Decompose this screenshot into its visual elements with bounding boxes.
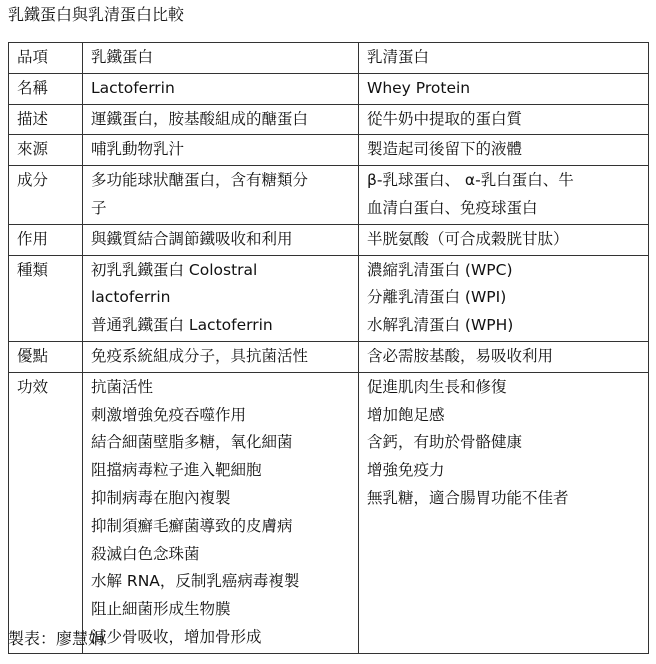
lactoferrin-cell: [83, 341, 359, 372]
row-label: 來源: [17, 140, 49, 159]
table-credit: 製表：廖慧娟: [8, 629, 105, 648]
cell-line: 運鐵蛋白，胺基酸組成的醣蛋白: [91, 109, 309, 128]
row-label-cell: [9, 372, 83, 653]
lactoferrin-cell: [83, 104, 359, 135]
row-label: 優點: [17, 346, 49, 365]
table-row-advantages: [9, 341, 649, 372]
lactoferrin-cell: [83, 166, 359, 225]
cell-line: 濃縮乳清蛋白 (WPC): [367, 260, 513, 279]
lactoferrin-cell: [83, 135, 359, 166]
cell-line: 殺滅白色念珠菌: [91, 544, 200, 563]
header-label: 品項: [17, 48, 49, 66]
cell-line: 初乳乳鐵蛋白 Colostral: [91, 260, 258, 279]
cell-line: 抑制須癬毛癬菌導致的皮膚病: [91, 516, 293, 535]
cell-line: 結合細菌壁脂多糖，氧化細菌: [91, 433, 293, 452]
whey-cell: [359, 135, 649, 166]
whey-cell: [359, 372, 649, 653]
cell-line: 與鐵質結合調節鐵吸收和利用: [91, 229, 293, 248]
cell-line: 哺乳動物乳汁: [91, 140, 185, 159]
table-row-source: [9, 135, 649, 166]
cell-line: 促進肌肉生長和修復: [367, 377, 507, 396]
cell-line: β-乳球蛋白、 α-乳白蛋白、牛: [367, 171, 574, 190]
whey-cell: [359, 73, 649, 104]
table-row-description: [9, 104, 649, 135]
whey-cell: [359, 341, 649, 372]
table-row-name: [9, 73, 649, 104]
row-label-cell: [9, 224, 83, 255]
cell-line: 多功能球狀醣蛋白，含有糖類分: [91, 171, 309, 190]
cell-line: 血清白蛋白、免疫球蛋白: [367, 198, 538, 217]
table-row-efficacy: [9, 372, 649, 653]
row-label-cell: [9, 341, 83, 372]
cell-line: 普通乳鐵蛋白 Lactoferrin: [91, 316, 273, 335]
cell-line: 抑制病毒在胞內複製: [91, 488, 231, 507]
row-label: 描述: [17, 109, 49, 128]
row-label: 功效: [17, 377, 49, 396]
whey-cell: [359, 255, 649, 341]
cell-line: 半胱氨酸（可合成穀胱甘肽）: [367, 229, 569, 248]
header-lactoferrin: 乳鐵蛋白: [91, 48, 154, 66]
table-row-function: [9, 224, 649, 255]
row-label: 名稱: [17, 78, 49, 97]
comparison-table: [8, 42, 649, 654]
header-lactoferrin-cell: [83, 43, 359, 74]
cell-line: 刺激增強免疫吞噬作用: [91, 405, 247, 424]
table-row-types: [9, 255, 649, 341]
row-label-cell: [9, 166, 83, 225]
cell-line: 含鈣，有助於骨骼健康: [367, 433, 523, 452]
lactoferrin-cell: [83, 372, 359, 653]
row-label-cell: [9, 135, 83, 166]
row-label-cell: [9, 104, 83, 135]
lactoferrin-cell: [83, 224, 359, 255]
lactoferrin-cell: [83, 73, 359, 104]
cell-line: 製造起司後留下的液體: [367, 140, 523, 159]
table-row-composition: [9, 166, 649, 225]
row-label: 作用: [17, 229, 49, 248]
row-label-cell: [9, 255, 83, 341]
cell-line: 無乳糖，適合腸胃功能不佳者: [367, 488, 569, 507]
document-title: 乳鐵蛋白與乳清蛋白比較: [8, 5, 185, 24]
table-header-row: [9, 43, 649, 74]
cell-line: 水解乳清蛋白 (WPH): [367, 316, 514, 335]
whey-cell: [359, 104, 649, 135]
whey-cell: [359, 224, 649, 255]
cell-line: 分離乳清蛋白 (WPI): [367, 288, 507, 307]
row-label: 種類: [17, 260, 49, 279]
whey-cell: [359, 166, 649, 225]
header-label-cell: [9, 43, 83, 74]
cell-line: 抗菌活性: [91, 377, 154, 396]
cell-line: 增強免疫力: [367, 461, 445, 480]
header-whey-cell: [359, 43, 649, 74]
cell-line: 增加飽足感: [367, 405, 445, 424]
cell-line: lactoferrin: [91, 288, 171, 307]
cell-line: 含必需胺基酸，易吸收利用: [367, 346, 554, 365]
lactoferrin-cell: [83, 255, 359, 341]
cell-line: 水解 RNA，反制乳癌病毒複製: [91, 572, 300, 591]
cell-line: 免疫系統組成分子，具抗菌活性: [91, 346, 309, 365]
header-whey: 乳清蛋白: [367, 48, 430, 66]
cell-line: Lactoferrin: [91, 78, 175, 97]
cell-line: 阻止細菌形成生物膜: [91, 600, 231, 619]
cell-line: 阻擋病毒粒子進入靶細胞: [91, 461, 262, 480]
cell-line: Whey Protein: [367, 78, 471, 97]
row-label-cell: [9, 73, 83, 104]
row-label: 成分: [17, 171, 49, 190]
cell-line: 子: [91, 198, 107, 217]
cell-line: 從牛奶中提取的蛋白質: [367, 109, 523, 128]
cell-line: 減少骨吸收，增加骨形成: [91, 627, 262, 646]
